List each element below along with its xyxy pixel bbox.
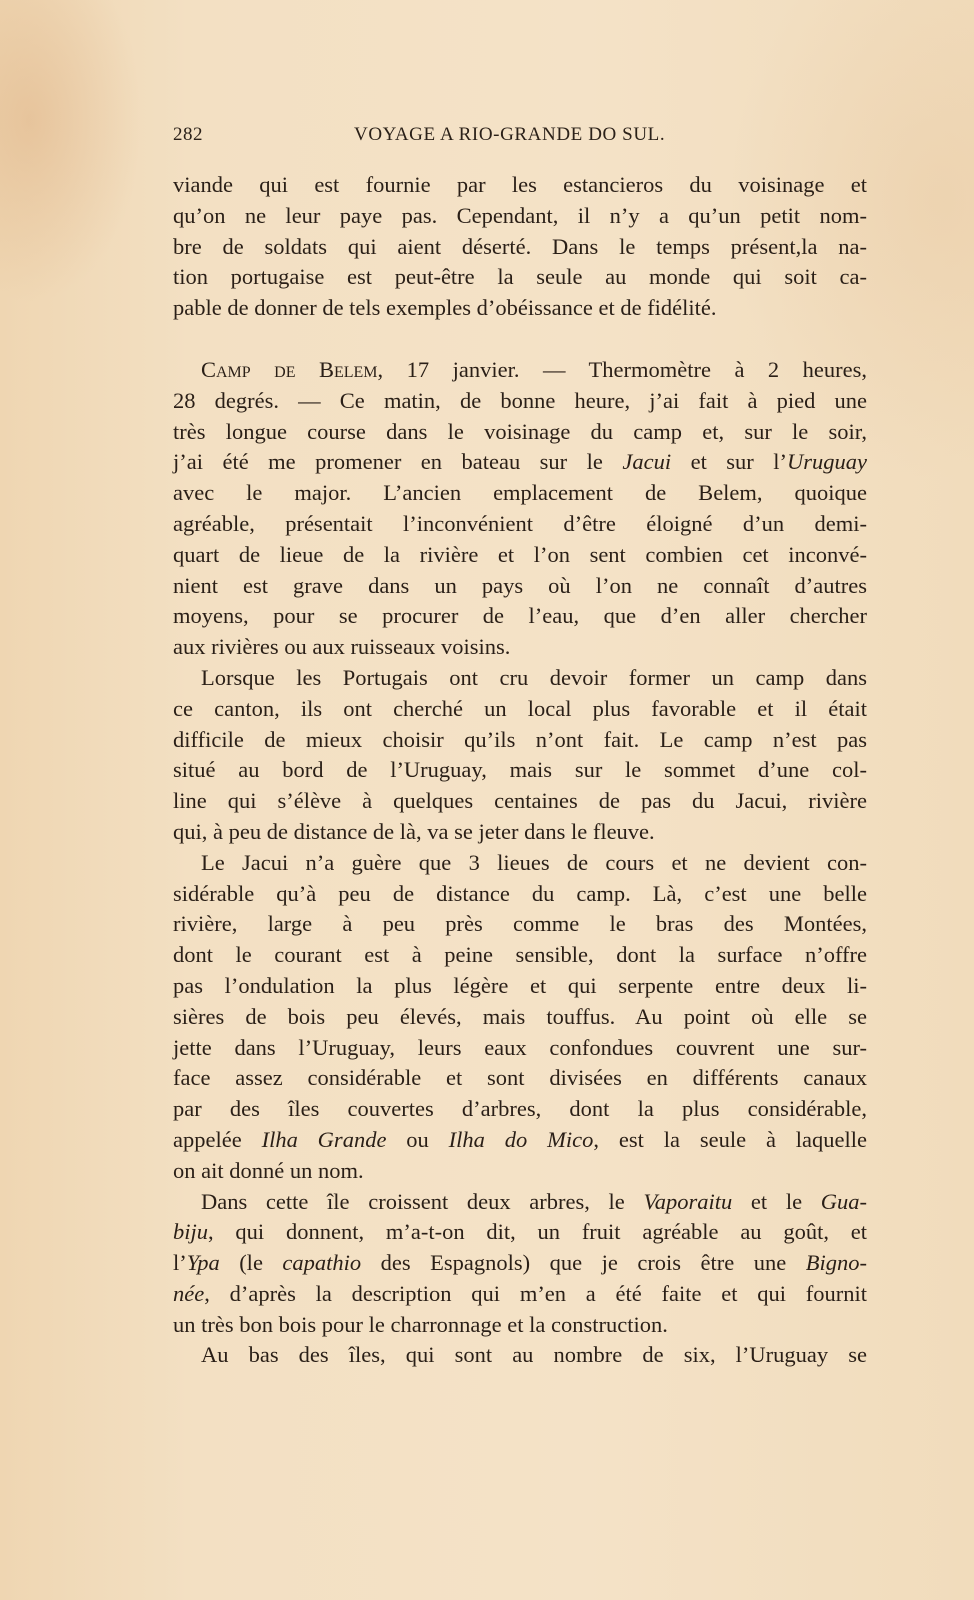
- page-number: 282: [173, 124, 203, 145]
- text-line: face assez considérable et sont divisées en différents canaux: [173, 1065, 867, 1091]
- body-text: [173, 170, 867, 1371]
- entry-place: Camp de Belem: [201, 356, 378, 382]
- text-line: bre de soldats qui aient déserté. Dans le temps présent,la na-: [173, 233, 867, 259]
- text-line: qui, à peu de distance de là, va se jeter dans le fleuve.: [173, 818, 655, 844]
- text-line: 28 degrés. — Ce matin, de bonne heure, j’ai fait à pied une: [173, 387, 867, 413]
- text-line: un très bon bois pour le charronnage et la construction.: [173, 1311, 668, 1337]
- text-line: difficile de mieux choisir qu’ils n’ont fait. Le camp n’est pas: [173, 726, 867, 752]
- text-line: aux rivières ou aux ruisseaux voisins.: [173, 634, 511, 660]
- text-line: sidérable qu’à peu de distance du camp. Là, c’est une belle: [173, 880, 867, 906]
- text-line: qu’on ne leur paye pas. Cependant, il n’y a qu’un petit nom-: [173, 202, 867, 228]
- text-line: agréable, présentait l’inconvénient d’être éloigné d’un demi-: [173, 510, 867, 536]
- text-line: Dans cette île croissent deux arbres, le Vaporaitu et le Gua-: [201, 1188, 867, 1214]
- text-line: nient est grave dans un pays où l’on ne connaît d’autres: [173, 572, 867, 598]
- italic-term: capathio: [282, 1250, 362, 1276]
- text-line: tion portugaise est peut-être la seule au monde qui soit ca-: [173, 264, 867, 290]
- text-line: par des îles couvertes d’arbres, dont la plus considérable,: [173, 1096, 867, 1122]
- text-line: moyens, pour se procurer de l’eau, que d’en aller chercher: [173, 603, 867, 629]
- text-line: sières de bois peu élevés, mais touffus. Au point où elle se: [173, 1003, 867, 1029]
- text-line: jette dans l’Uruguay, leurs eaux confondues couvrent une sur-: [173, 1034, 867, 1060]
- text-line: Le Jacui n’a guère que 3 lieues de cours et ne devient con-: [201, 849, 867, 875]
- italic-term: Vaporaitu: [643, 1188, 733, 1214]
- text-line: rivière, large à peu près comme le bras des Montées,: [173, 911, 867, 937]
- text-line: avec le major. L’ancien emplacement de Belem, quoique: [173, 480, 867, 506]
- italic-term: Uruguay: [787, 449, 868, 475]
- text-line: pas l’ondulation la plus légère et qui serpente entre deux li-: [173, 972, 867, 998]
- italic-term: Ilha Grande: [261, 1126, 387, 1152]
- text-line: on ait donné un nom.: [173, 1157, 364, 1183]
- text-line: dont le courant est à peine sensible, dont la surface n’offre: [173, 942, 867, 968]
- paragraph: [173, 1340, 867, 1371]
- text-line: pable de donner de tels exemples d’obéissance et de fidélité.: [173, 295, 717, 321]
- italic-term: Bigno-: [805, 1250, 867, 1276]
- text-line: j’ai été me promener en bateau sur le Jacui et sur l’Uruguay: [173, 449, 868, 475]
- text-line: appelée Ilha Grande ou Ilha do Mico, est la seule à laquelle: [173, 1126, 868, 1152]
- page-header: [173, 124, 867, 154]
- paragraph-gap: [173, 324, 867, 355]
- text-line: situé au bord de l’Uruguay, mais sur le sommet d’une col-: [173, 757, 867, 783]
- paragraph: [173, 663, 867, 848]
- text-line: Lorsque les Portugais ont cru devoir former un camp dans: [201, 664, 867, 690]
- italic-term: Ypa: [186, 1250, 220, 1276]
- dated-entry-paragraph: [173, 355, 867, 663]
- entry-date: , 17 janvier.: [377, 356, 520, 382]
- text-line: Camp de Belem, 17 janvier. — Thermomètre à 2 heures,: [201, 356, 867, 382]
- text-line: Au bas des îles, qui sont au nombre de six, l’Uruguay se: [201, 1342, 867, 1368]
- text-line: ce canton, ils ont cherché un local plus favorable et il était: [173, 695, 867, 721]
- text-line: line qui s’élève à quelques centaines de pas du Jacui, rivière: [173, 788, 867, 814]
- text-line: quart de lieue de la rivière et l’on sent combien cet inconvé-: [173, 541, 867, 567]
- italic-term: née: [173, 1280, 205, 1306]
- paragraph: [173, 848, 867, 1187]
- text-line: biju, qui donnent, m’a-t-on dit, un fruit agréable au goût, et: [173, 1219, 867, 1245]
- text-line: viande qui est fournie par les estancieros du voisinage et: [173, 172, 867, 197]
- paragraph: [173, 1187, 867, 1341]
- italic-term: biju: [173, 1219, 209, 1245]
- italic-term: Ilha do Mico: [448, 1126, 594, 1152]
- text-line: très longue course dans le voisinage du camp et, sur le soir,: [173, 418, 867, 444]
- paragraph: [173, 170, 867, 324]
- running-title: VOYAGE A RIO-GRANDE DO SUL.: [354, 124, 666, 145]
- text-line: l’Ypa (le capathio des Espagnols) que je crois être une Bigno-: [173, 1250, 867, 1276]
- italic-term: Jacui: [622, 449, 672, 475]
- text-line: née, d’après la description qui m’en a été faite et qui fournit: [173, 1280, 867, 1306]
- italic-term: Gua-: [820, 1188, 867, 1214]
